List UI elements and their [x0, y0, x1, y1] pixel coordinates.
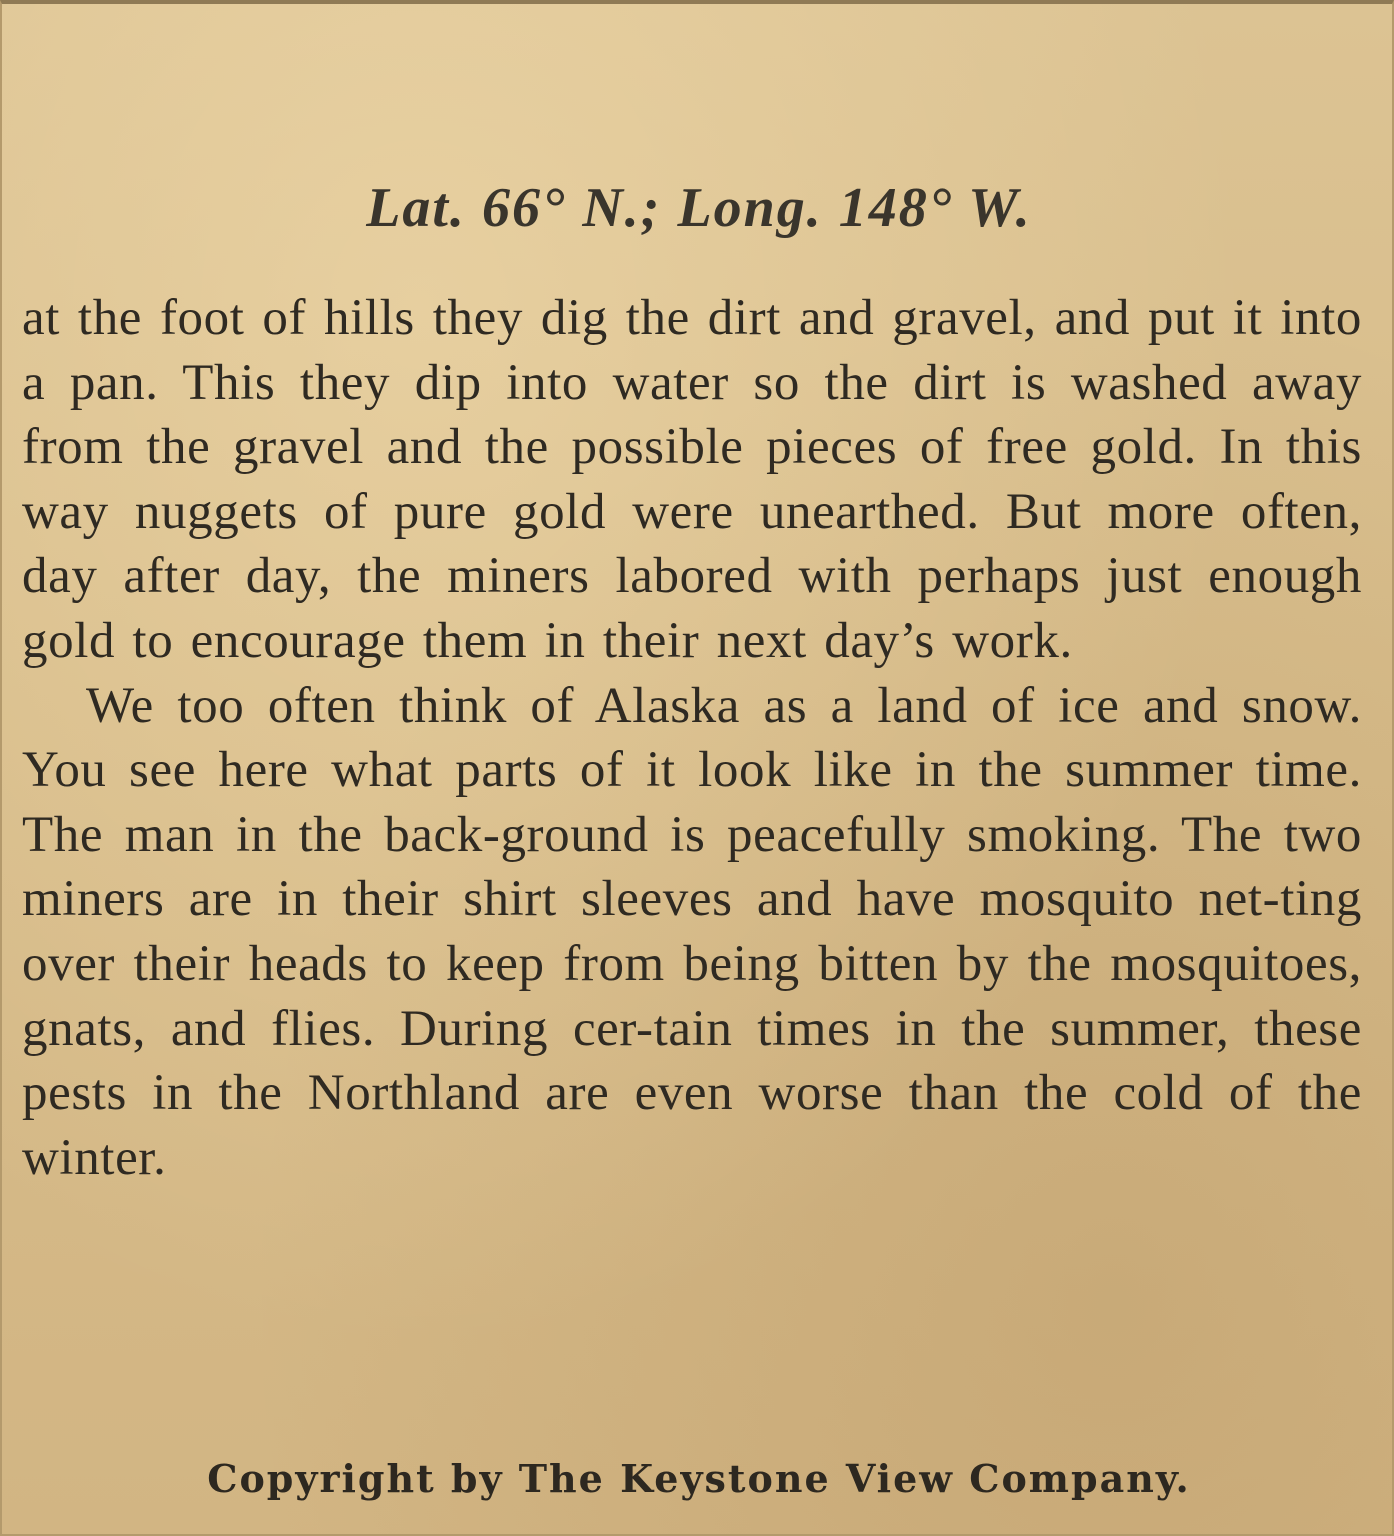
copyright-line: Copyright by The Keystone View Company.: [207, 1456, 1191, 1501]
description-text: [22, 286, 1362, 1190]
coordinates-heading: Lat. 66° N.; Long. 148° W.: [366, 177, 1032, 239]
paragraph-1: at the foot of hills they dig the dirt and gravel, and put it into a pan. This they dip into water so the dirt is washed away from the gravel and the possible pieces of free gold. In this way nuggets of pure gold were unearthed. But more often, day after day, the miners labored with perhaps just enough gold to encourage them in their next day’s work.: [22, 290, 1362, 669]
paragraph-2: We too often think of Alaska as a land of ice and snow. You see here what parts of it look like in the summer time. The man in the back-ground is peacefully smoking. The two miners are in their shirt sleeves and have mosquito net-ting over their heads to keep from being bitten by the mosquitoes, gnats, and flies. During cer-tain times in the summer, these pests in the Northland are even worse than the cold of the winter.: [22, 677, 1362, 1186]
